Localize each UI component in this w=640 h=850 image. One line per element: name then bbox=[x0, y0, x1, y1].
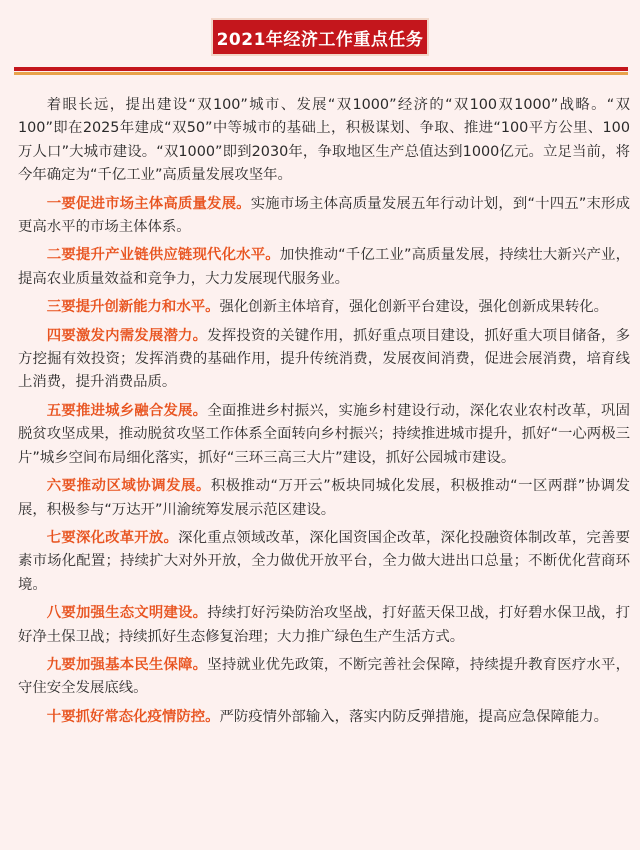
task-heading: 九要加强基本民生保障。 bbox=[46, 656, 208, 673]
task-heading: 三要提升创新能力和水平。 bbox=[46, 299, 220, 316]
task-paragraph bbox=[18, 475, 630, 522]
task-text: 持续打好污染防治攻坚战，打好蓝天保卫战，打好碧水保卫战，打好净土保卫战；持续抓好生态修复治理；大力推广绿色生产生活方式。 bbox=[18, 605, 630, 645]
task-paragraph bbox=[18, 654, 630, 701]
page-title-text: 2021年经济工作重点任务 bbox=[216, 29, 424, 50]
task-paragraph bbox=[18, 706, 630, 729]
task-text: 实施市场主体高质量发展五年行动计划，到“十四五”末形成更高水平的市场主体体系。 bbox=[18, 195, 630, 236]
task-heading: 六要推动区域协调发展。 bbox=[46, 478, 211, 495]
task-heading: 十要抓好常态化疫情防控。 bbox=[46, 708, 220, 725]
task-heading: 一要促进市场主体高质量发展。 bbox=[46, 195, 251, 212]
task-text: 深化重点领域改革，深化国资国企改革，深化投融资体制改革，完善要素市场化配置；持续扩大对外开放，全力做优开放平台，全力做大进出口总量；不断优化营商环境。 bbox=[18, 529, 630, 593]
task-heading: 四要激发内需发展潜力。 bbox=[46, 327, 208, 344]
task-paragraph bbox=[18, 602, 630, 649]
task-text: 强化创新主体培育，强化创新平台建设，强化创新成果转化。 bbox=[219, 299, 609, 316]
task-paragraph bbox=[18, 400, 630, 470]
task-text: 全面推进乡村振兴，实施乡村建设行动，深化农业农村改革，巩固脱贫攻坚成果，推动脱贫攻坚工作体系全面转向乡村振兴；持续推进城市提升，抓好“一心两极三片”城乡空间布局细化落实，抓好“三环三高三大片”建设，抓好公园城市建设。 bbox=[18, 402, 630, 466]
task-paragraph bbox=[18, 244, 630, 291]
task-text: 发挥投资的关键作用，抓好重点项目建设，抓好重大项目储备，多方挖掘有效投资；发挥消费的基础作用，提升传统消费，发展夜间消费，促进会展消费，培育线上消费，提升消费品质。 bbox=[18, 327, 630, 391]
article-body bbox=[18, 94, 630, 729]
divider-red bbox=[14, 67, 628, 71]
task-heading: 二要提升产业链供应链现代化水平。 bbox=[46, 247, 280, 264]
divider-gold bbox=[14, 72, 628, 75]
task-heading: 七要深化改革开放。 bbox=[46, 529, 179, 546]
task-paragraph bbox=[18, 527, 630, 597]
task-heading: 八要加强生态文明建设。 bbox=[46, 605, 208, 622]
page-title bbox=[211, 18, 429, 56]
task-paragraph bbox=[18, 193, 630, 240]
task-text: 坚持就业优先政策，不断完善社会保障，持续提升教育医疗水平，守住安全发展底线。 bbox=[18, 656, 630, 697]
task-heading: 五要推进城乡融合发展。 bbox=[46, 402, 208, 419]
task-text: 加快推动“千亿工业”高质量发展，持续壮大新兴产业，提高农业质量效益和竞争力，大力发展现代服务业。 bbox=[18, 247, 630, 287]
task-paragraph bbox=[18, 296, 630, 319]
task-text: 严防疫情外部输入，落实内防反弹措施，提高应急保障能力。 bbox=[219, 708, 609, 725]
task-paragraph bbox=[18, 325, 630, 395]
intro-paragraph: 着眼长远，提出建设“双100”城市、发展“双1000”经济的“双100双1000”战略。“双100”即在2025年建成“双50”中等城市的基础上，积极谋划、争取、推进“100平方公里、100万人口”大城市建设。“双1000”即到2030年，争取地区生产总值达到1000亿元。立足当前，将今年确定为“千亿工业”高质量发展攻坚年。 bbox=[18, 97, 630, 184]
task-text: 积极推动“万开云”板块同城化发展，积极推动“一区两群”协调发展，积极参与“万达开”川渝统筹发展示范区建设。 bbox=[18, 478, 630, 518]
